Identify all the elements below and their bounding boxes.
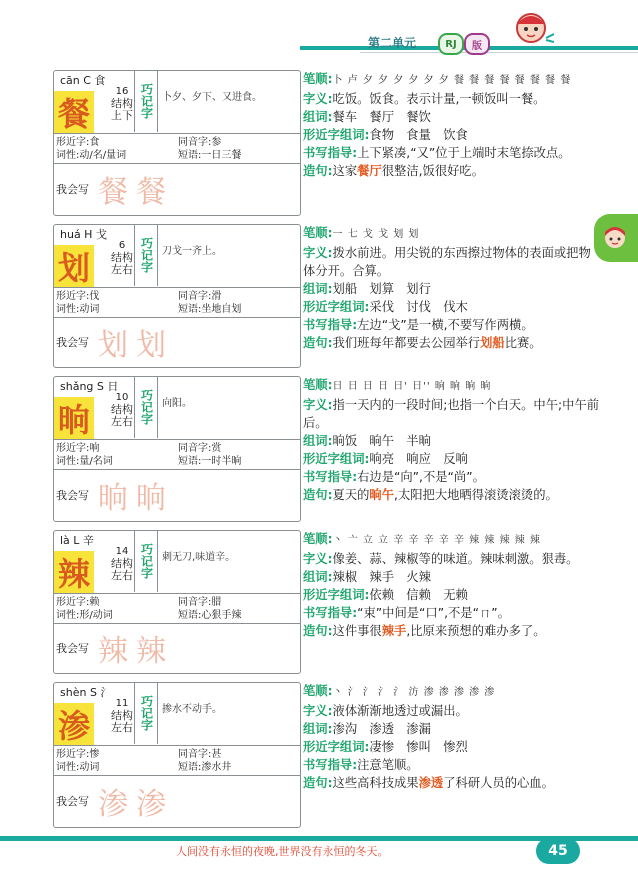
stroke-order-label: 笔顺: bbox=[303, 378, 333, 392]
sentence-end: 比赛。 bbox=[504, 336, 542, 350]
pinyin: cān C 食 bbox=[60, 74, 106, 87]
meaning: 拨水前进。用尖锐的东西擦过物体的表面或把物体分开。合算。 bbox=[303, 246, 591, 278]
similar-char: 形近字:惨 bbox=[56, 749, 100, 760]
similar-words-line bbox=[303, 586, 603, 604]
phrase: 短语:一日三餐 bbox=[178, 150, 242, 161]
similar-words: 响亮 响应 反响 bbox=[369, 452, 468, 466]
memory-tip-label-text: 巧记字 bbox=[139, 695, 154, 731]
sentence-end: ,比原来预想的难办多了。 bbox=[406, 624, 546, 638]
card-divider bbox=[54, 775, 300, 776]
similar-words-line bbox=[303, 298, 603, 316]
sentence-label: 造句: bbox=[303, 776, 333, 790]
sentence-line bbox=[303, 162, 603, 180]
words-label: 组词: bbox=[303, 110, 333, 124]
stroke-count: 11 bbox=[115, 698, 129, 709]
structure-type: 左右 bbox=[111, 415, 133, 428]
tracing-characters: 辣辣 bbox=[98, 634, 174, 669]
phrase: 短语:一时半晌 bbox=[178, 456, 242, 467]
similar-words-label: 形近字组词: bbox=[303, 300, 370, 314]
character-card bbox=[53, 224, 301, 368]
stroke-order: 丶 氵 氵 氵 氵 汸 渗 渗 渗 渗 渗 bbox=[332, 687, 496, 698]
sentence-label: 造句: bbox=[303, 336, 333, 350]
sentence-start: 这些高科技成果 bbox=[332, 776, 419, 790]
similar-words-label: 形近字组词: bbox=[303, 740, 370, 754]
words-label: 组词: bbox=[303, 722, 333, 736]
similar-words-label: 形近字组词: bbox=[303, 452, 370, 466]
homophone: 同音字:参 bbox=[178, 137, 222, 148]
sentence-line bbox=[303, 622, 603, 640]
similar-words-label: 形近字组词: bbox=[303, 128, 370, 142]
words: 辣椒 辣手 火辣 bbox=[332, 570, 431, 584]
homophone: 同音字:腊 bbox=[178, 597, 222, 608]
similar-words: 食物 食量 饮食 bbox=[369, 128, 468, 142]
meaning-label: 字义: bbox=[303, 704, 333, 718]
words: 渗沟 渗透 渗漏 bbox=[332, 722, 431, 736]
main-character: 晌 bbox=[54, 397, 94, 439]
meaning: 指一天内的一段时间;也指一个白天。中午;中午前后。 bbox=[303, 398, 600, 430]
meaning-line bbox=[303, 396, 603, 432]
stroke-count: 16 bbox=[115, 86, 129, 97]
memory-tip-label-text: 巧记字 bbox=[139, 83, 154, 119]
writing-guide-line bbox=[303, 604, 603, 622]
main-character: 辣 bbox=[54, 551, 94, 593]
writing-guide-line bbox=[303, 468, 603, 486]
meaning-label: 字义: bbox=[303, 92, 333, 106]
stroke-order-label: 笔顺: bbox=[303, 72, 333, 86]
tracing-characters: 餐餐 bbox=[98, 175, 174, 210]
structure-label: 结构 bbox=[111, 709, 133, 722]
main-character: 渗 bbox=[54, 703, 94, 745]
writing-guide: 上下紧凑,“又”位于上端时末笔捺改点。 bbox=[357, 146, 571, 160]
stroke-order-line bbox=[303, 376, 603, 396]
tracing-characters: 渗渗 bbox=[98, 787, 174, 822]
words-line bbox=[303, 568, 603, 586]
homophone: 同音字:滑 bbox=[178, 291, 222, 302]
pinyin: shèn S 氵 bbox=[60, 686, 112, 699]
sentence-highlight: 晌午 bbox=[369, 488, 395, 502]
part-of-speech: 词性:动/名/量词 bbox=[56, 150, 127, 161]
structure-label: 结构 bbox=[111, 97, 133, 110]
structure-label: 结构 bbox=[111, 251, 133, 264]
stroke-order: 一 七 戈 戈 划 划 bbox=[332, 229, 420, 240]
sentence-label: 造句: bbox=[303, 164, 333, 178]
writing-guide-line bbox=[303, 316, 603, 334]
similar-char: 形近字:赖 bbox=[56, 597, 100, 608]
meaning-line bbox=[303, 550, 603, 568]
unit-title: 第二单元 bbox=[368, 36, 417, 50]
writing-guide: “束”中间是“口”,不是“ㄇ”。 bbox=[357, 606, 510, 620]
main-character: 餐 bbox=[54, 91, 94, 133]
mascot-icon bbox=[508, 8, 554, 48]
meaning-label: 字义: bbox=[303, 398, 333, 412]
tracing-characters: 晌晌 bbox=[98, 481, 174, 516]
part-of-speech: 词性:形/动词 bbox=[56, 610, 113, 621]
sentence-end: 很整洁,饭很好吃。 bbox=[381, 164, 485, 178]
stroke-order-line bbox=[303, 224, 603, 244]
words: 晌饭 晌午 半晌 bbox=[332, 434, 431, 448]
writing-guide-label: 书写指导: bbox=[303, 318, 358, 332]
structure-type: 上下 bbox=[111, 109, 133, 122]
meaning: 吃饭。饭食。表示计量,一顿饭叫一餐。 bbox=[332, 92, 546, 106]
card-divider bbox=[54, 593, 300, 594]
page-header bbox=[0, 0, 638, 64]
meaning-line bbox=[303, 244, 603, 280]
memory-tip-label bbox=[134, 682, 158, 744]
card-divider bbox=[54, 439, 300, 440]
stroke-count: 14 bbox=[115, 546, 129, 557]
words-label: 组词: bbox=[303, 570, 333, 584]
explanation bbox=[303, 682, 603, 792]
sentence-start: 这件事很 bbox=[332, 624, 382, 638]
words-line bbox=[303, 108, 603, 126]
memory-tip: 刺无刀,味道辛。 bbox=[162, 552, 236, 563]
stroke-order-label: 笔顺: bbox=[303, 226, 333, 240]
sentence-highlight: 渗透 bbox=[418, 776, 444, 790]
similar-char: 形近字:伐 bbox=[56, 291, 100, 302]
part-of-speech: 词性:量/名词 bbox=[56, 456, 113, 467]
pinyin: huá H 戈 bbox=[60, 228, 107, 241]
memory-tip-label bbox=[134, 376, 158, 438]
writing-guide-line bbox=[303, 144, 603, 162]
writing-guide: 左边“戈”是一横,不要写作两横。 bbox=[357, 318, 534, 332]
part-of-speech: 词性:动词 bbox=[56, 762, 100, 773]
card-divider bbox=[54, 469, 300, 470]
sentence-end: ,太阳把大地晒得滚烫滚烫的。 bbox=[394, 488, 558, 502]
meaning-line bbox=[303, 90, 603, 108]
memory-tip: 卜夕、夕下、又进食。 bbox=[162, 92, 262, 103]
writing-guide: 注意笔顺。 bbox=[357, 758, 419, 772]
stroke-order-line bbox=[303, 682, 603, 702]
part-of-speech: 词性:动词 bbox=[56, 304, 100, 315]
sentence-line bbox=[303, 486, 603, 504]
words-line bbox=[303, 280, 603, 298]
card-divider bbox=[54, 287, 300, 288]
rj-badge: RJ bbox=[438, 33, 464, 55]
sentence-highlight: 辣手 bbox=[381, 624, 407, 638]
sentence-line bbox=[303, 774, 603, 792]
sentence-end: 了科研人员的心血。 bbox=[443, 776, 554, 790]
practice-label: 我会写 bbox=[56, 489, 89, 502]
memory-tip: 掺水不动手。 bbox=[162, 704, 222, 715]
explanation bbox=[303, 376, 603, 504]
phrase: 短语:坐地自划 bbox=[178, 304, 242, 315]
writing-guide-label: 书写指导: bbox=[303, 758, 358, 772]
footer-motto: 人间没有永恒的夜晚,世界没有永恒的冬天。 bbox=[176, 845, 389, 858]
tracing-characters: 划划 bbox=[98, 328, 174, 363]
practice-label: 我会写 bbox=[56, 795, 89, 808]
similar-words-label: 形近字组词: bbox=[303, 588, 370, 602]
memory-tip-label-text: 巧记字 bbox=[139, 237, 154, 273]
stroke-order: 丶 亠 立 立 辛 辛 辛 辛 辛 辣 辣 辣 辣 辣 bbox=[332, 535, 541, 546]
words: 划船 划算 划行 bbox=[332, 282, 431, 296]
memory-tip-label bbox=[134, 530, 158, 592]
character-card bbox=[53, 530, 301, 674]
meaning-label: 字义: bbox=[303, 246, 333, 260]
card-divider bbox=[54, 623, 300, 624]
girl-face-icon bbox=[602, 224, 628, 250]
character-card bbox=[53, 70, 301, 216]
stroke-order-label: 笔顺: bbox=[303, 532, 333, 546]
writing-guide-line bbox=[303, 756, 603, 774]
meaning-label: 字义: bbox=[303, 552, 333, 566]
sentence-start: 夏天的 bbox=[332, 488, 370, 502]
practice-label: 我会写 bbox=[56, 336, 89, 349]
stroke-order: 卜 卢 夕 夕 夕 夕 夕 夕 餐 餐 餐 餐 餐 餐 餐 餐 bbox=[332, 75, 572, 86]
sentence-start: 这家 bbox=[332, 164, 358, 178]
main-character: 划 bbox=[54, 245, 94, 287]
structure-type: 左右 bbox=[111, 569, 133, 582]
similar-words-line bbox=[303, 126, 603, 144]
phrase: 短语:渗水井 bbox=[178, 762, 232, 773]
pinyin: là L 辛 bbox=[60, 534, 94, 547]
meaning: 液体渐渐地透过或漏出。 bbox=[332, 704, 468, 718]
phrase: 短语:心狠手辣 bbox=[178, 610, 242, 621]
words-line bbox=[303, 720, 603, 738]
stroke-order: 日 日 日 日 日' 日'' 晌 晌 晌 晌 bbox=[332, 381, 492, 392]
memory-tip-label bbox=[134, 70, 158, 132]
similar-words-line bbox=[303, 450, 603, 468]
card-divider bbox=[54, 163, 300, 164]
writing-guide: 右边是“向”,不是“尚”。 bbox=[357, 470, 485, 484]
similar-char: 形近字:食 bbox=[56, 137, 100, 148]
homophone: 同音字:赏 bbox=[178, 443, 222, 454]
stroke-order-label: 笔顺: bbox=[303, 684, 333, 698]
sentence-line bbox=[303, 334, 603, 352]
words-label: 组词: bbox=[303, 434, 333, 448]
card-divider bbox=[54, 745, 300, 746]
practice-label: 我会写 bbox=[56, 642, 89, 655]
card-divider bbox=[54, 133, 300, 134]
structure-label: 结构 bbox=[111, 557, 133, 570]
memory-tip-label-text: 巧记字 bbox=[139, 543, 154, 579]
memory-tip: 刀戈一齐上。 bbox=[162, 246, 222, 257]
writing-guide-label: 书写指导: bbox=[303, 146, 358, 160]
memory-tip-label-text: 巧记字 bbox=[139, 389, 154, 425]
words-label: 组词: bbox=[303, 282, 333, 296]
memory-tip-label bbox=[134, 224, 158, 286]
similar-char: 形近字:响 bbox=[56, 443, 100, 454]
sentence-highlight: 餐厅 bbox=[357, 164, 382, 178]
meaning: 像姜、蒜、辣椒等的味道。辣味刺激。狠毒。 bbox=[332, 552, 579, 566]
similar-words: 凄惨 惨叫 惨烈 bbox=[369, 740, 468, 754]
practice-label: 我会写 bbox=[56, 183, 89, 196]
memory-tip: 向阳。 bbox=[162, 398, 192, 409]
similar-words: 采伐 讨伐 伐木 bbox=[369, 300, 468, 314]
character-card bbox=[53, 682, 301, 828]
edition-badge: 版 bbox=[464, 33, 490, 55]
sentence-label: 造句: bbox=[303, 624, 333, 638]
explanation bbox=[303, 530, 603, 640]
structure-type: 左右 bbox=[111, 721, 133, 734]
explanation bbox=[303, 224, 603, 352]
meaning-line bbox=[303, 702, 603, 720]
sentence-start: 我们班每年都要去公园举行 bbox=[332, 336, 481, 350]
stroke-count: 10 bbox=[115, 392, 129, 403]
character-card bbox=[53, 376, 301, 522]
stroke-order-line bbox=[303, 530, 603, 550]
page-number: 45 bbox=[536, 838, 580, 864]
stroke-order-line bbox=[303, 70, 603, 90]
similar-words-line bbox=[303, 738, 603, 756]
homophone: 同音字:甚 bbox=[178, 749, 222, 760]
header-divider-thin bbox=[360, 52, 638, 53]
structure-label: 结构 bbox=[111, 403, 133, 416]
explanation bbox=[303, 70, 603, 180]
similar-words: 依赖 信赖 无赖 bbox=[369, 588, 468, 602]
writing-guide-label: 书写指导: bbox=[303, 606, 358, 620]
writing-guide-label: 书写指导: bbox=[303, 470, 358, 484]
structure-type: 左右 bbox=[111, 263, 133, 276]
words-line bbox=[303, 432, 603, 450]
pinyin: shǎng S 日 bbox=[60, 380, 119, 393]
sentence-highlight: 划船 bbox=[480, 336, 505, 350]
words: 餐车 餐厅 餐饮 bbox=[332, 110, 431, 124]
sentence-label: 造句: bbox=[303, 488, 333, 502]
card-divider bbox=[54, 317, 300, 318]
stroke-count: 6 bbox=[118, 240, 126, 251]
